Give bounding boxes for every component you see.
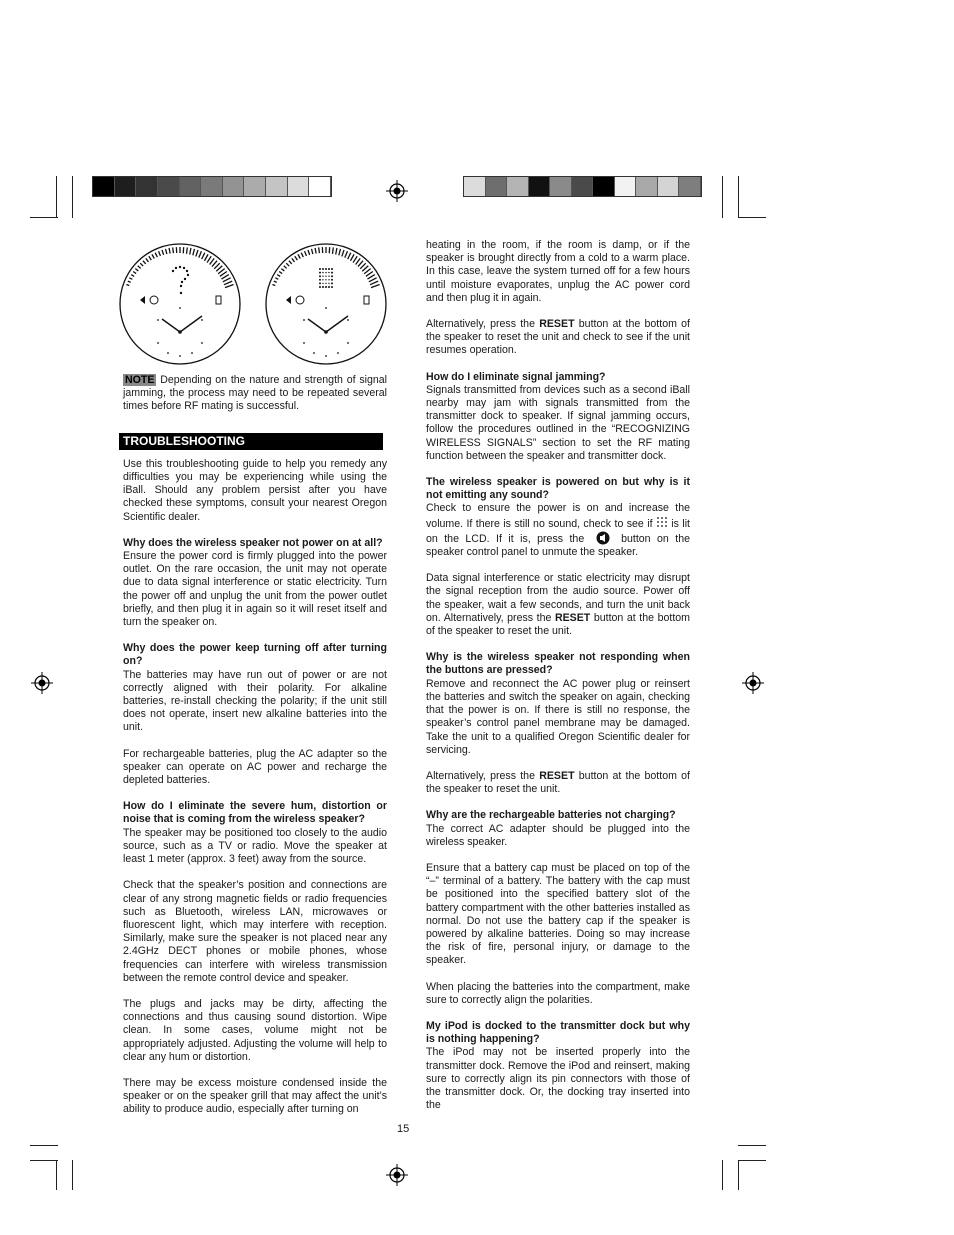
volume-tick — [186, 247, 187, 253]
volume-tick — [173, 247, 174, 253]
qa-item: How do I eliminate signal jamming? Signals transmitted from devices such as a second iBall nearby may jam with signals transmitted from the transmitter dock to speaker. If signal jamming occurs, follow the procedures outlined in the “RECOGNIZING WIRELESS SIGNALS” section to set the RF mating function between the speaker and transmitter dock. — [426, 370, 690, 462]
color-swatch — [158, 177, 180, 196]
qa-item — [123, 800, 387, 866]
volume-tick — [319, 247, 320, 253]
color-swatch — [464, 177, 486, 196]
volume-tick — [193, 249, 195, 255]
grid-dot — [328, 286, 330, 288]
registration-mark-right — [742, 672, 764, 694]
volume-tick — [345, 251, 348, 257]
volume-tick — [342, 250, 344, 256]
volume-tick — [279, 272, 282, 274]
left-column — [123, 374, 387, 1130]
volume-tick — [312, 249, 313, 254]
grid-dot — [325, 286, 327, 288]
registration-mark-top — [386, 180, 408, 202]
volume-tick — [369, 278, 377, 282]
color-swatch — [615, 177, 637, 196]
volume-tick — [332, 247, 333, 253]
paragraph: Data signal interference or static electricity may disrupt the signal reception from the audio source. Power off the speaker, wait a few seconds, and turn the unit back on. Alternatively, press the RESET button at the bottom of the speaker to reset the unit. — [426, 572, 690, 638]
volume-tick — [199, 251, 202, 257]
speaker-icon — [286, 296, 291, 304]
volume-tick — [336, 248, 337, 254]
grid-dot — [322, 276, 323, 277]
section-intro: Use this troubleshooting guide to help you remedy any difficulties you may be experiencing while using the iBall. Should any problem persist after you have checked these symptoms, consult your nearest Oregon Scientific dealer. — [123, 457, 387, 523]
mute-button-icon — [595, 531, 611, 545]
paragraph — [123, 879, 387, 985]
mute-grid-icon — [656, 516, 668, 529]
color-swatch — [593, 177, 615, 196]
color-swatch — [572, 177, 594, 196]
question: Why does the wireless speaker not power on at all? — [123, 536, 383, 549]
volume-tick — [281, 269, 284, 271]
paragraph: heating in the room, if the room is damp, or if the speaker is brought directly from a cold to a warm place. In this case, leave the system turned off for a few hours until moisture evaporates, unplug the AC power cord and then plug it in again. — [426, 239, 690, 304]
volume-tick — [371, 285, 380, 288]
paragraph — [123, 748, 387, 788]
volume-tick — [126, 285, 129, 286]
volume-tick — [308, 250, 310, 255]
volume-tick — [272, 285, 275, 286]
volume-tick — [298, 254, 300, 258]
answer: The batteries may have run out of power or are not correctly aligned with their polarity. For alkaline batteries, re-install checking the polarity; if the unit still does not operate, insert new alkaline batteries into the unit. — [123, 668, 387, 734]
grid-dot — [322, 283, 323, 284]
grid-dot — [319, 272, 321, 274]
grid-dot — [325, 279, 326, 280]
paragraph: When placing the batteries into the compartment, make sure to correctly align the polarities. — [426, 980, 690, 1006]
grid-dot — [322, 268, 324, 270]
volume-tick — [212, 261, 217, 267]
note-paragraph: NOTE Depending on the nature and strength of signal jamming, the process may need to be repeated several times before RF mating is successful. — [123, 374, 387, 413]
color-swatch — [115, 177, 137, 196]
volume-tick — [162, 250, 164, 255]
qa-item: My iPod is docked to the transmitter dock but why is nothing happening? The iPod may not be inserted properly into the transmitter dock. Remove the iPod and reinsert, making sure to correctly align its pin connectors with those of the transmitter dock. Or, the docking tray inserted into the — [426, 1019, 690, 1112]
color-swatch — [636, 177, 658, 196]
grid-dot — [328, 283, 329, 284]
registration-mark-left — [31, 672, 53, 694]
qa-item — [123, 642, 387, 734]
grid-dot — [322, 272, 323, 273]
grid-dot — [325, 272, 326, 273]
right-color-bar — [463, 176, 702, 197]
grid-dot — [328, 276, 329, 277]
paragraph — [123, 998, 387, 1064]
speaker-icon — [140, 296, 145, 304]
color-swatch — [550, 177, 572, 196]
volume-tick — [204, 254, 208, 260]
grid-dot — [331, 279, 333, 281]
grid-dot — [319, 268, 321, 270]
volume-tick — [295, 256, 298, 260]
note-label: NOTE — [125, 374, 155, 386]
question: Why are the rechargeable batteries not charging? — [426, 809, 676, 822]
volume-tick — [274, 281, 277, 282]
color-swatch — [244, 177, 266, 196]
battery-icon — [216, 296, 221, 304]
volume-tick — [207, 256, 211, 262]
volume-tick — [135, 269, 138, 271]
clock-hands — [162, 316, 202, 332]
volume-tick — [350, 254, 354, 260]
right-column — [426, 239, 690, 1125]
color-swatch — [288, 177, 310, 196]
color-swatch — [658, 177, 680, 196]
volume-tick — [210, 258, 215, 264]
answer: Check that the speaker’s position and connections are clear of any strong magnetic fields or radio frequencies such as Bluetooth, wireless LAN, microwaves or fluorescent light, which may interfere with reception. Similarly, make sure the speaker is not placed near any 2.4GHz DECT phones or mobile phones, whose frequencies can interfere with wireless transmission between the remote control device and speaker. — [123, 879, 387, 984]
volume-tick — [138, 266, 141, 269]
volume-tick — [358, 261, 363, 267]
volume-tick — [353, 256, 357, 262]
volume-tick — [131, 275, 134, 277]
paragraph: Ensure that a battery cap must be placed on top of the “–” terminal of a battery. The battery with the cap must be positioned into the specified battery slot of the battery compartment with the other batteries installed as normal. Do not use the battery cap if the speaker is powered by alkaline batteries. Doing so may increase the risk of fire, personal injury, or damage to the speaker. — [426, 861, 690, 967]
grid-dot — [331, 268, 333, 270]
question: My iPod is docked to the transmitter dock but why is nothing happening? — [426, 1019, 690, 1046]
grid-dot-matrix-icon — [319, 268, 333, 288]
volume-tick — [277, 275, 280, 277]
color-swatch — [266, 177, 288, 196]
color-swatch — [201, 177, 223, 196]
volume-tick — [129, 278, 132, 280]
grid-dot — [325, 276, 326, 277]
grid-dot — [319, 275, 321, 277]
color-swatch — [679, 177, 701, 196]
answer: For rechargeable batteries, plug the AC adapter so the speaker can operate on AC power and recharge the depleted batteries. — [123, 747, 387, 787]
grid-dot — [325, 283, 326, 284]
volume-tick — [348, 253, 351, 259]
question: Why does the power keep turning off after turning on? — [123, 642, 387, 668]
volume-tick — [159, 251, 161, 256]
volume-tick — [133, 272, 136, 274]
grid-dot — [319, 286, 321, 288]
qa-item: Why are the rechargeable batteries not charging? The correct AC adapter should be plugged into the wireless speaker. — [426, 809, 690, 848]
qa-item: Why is the wireless speaker not responding when the buttons are pressed? Remove and reconnect the AC power plug or reinsert the batteries and switch the speaker on again, checking that the power is on. If there is still no response, the speaker’s control panel membrane may be damaged. Take the unit to a qualified Oregon Scientific dealer for servicing. — [426, 651, 690, 756]
grid-dot — [328, 279, 329, 280]
volume-tick — [202, 253, 205, 259]
volume-tick — [128, 281, 131, 282]
volume-tick — [169, 248, 170, 253]
grid-dot — [331, 275, 333, 277]
paragraph — [123, 1077, 387, 1117]
grid-dot — [322, 286, 324, 288]
qa-item — [123, 537, 387, 629]
color-swatch — [529, 177, 551, 196]
color-swatch — [180, 177, 202, 196]
section-heading: TROUBLESHOOTING — [119, 433, 383, 450]
qa-item: The wireless speaker is powered on but why is it not emitting any sound? Check to ensure the power is on and increase the volume. If there is still no sound, check to see if is lit on the LCD. If it is, press the button on the speaker control panel to unmute the speaker. — [426, 476, 690, 559]
color-swatch — [93, 177, 115, 196]
volume-tick — [190, 248, 191, 254]
volume-tick — [292, 258, 295, 262]
volume-tick — [284, 266, 287, 269]
answer: Ensure the power cord is firmly plugged into the power outlet. On the rare occasion, the unit may not operate due to data signal interference or static electricity. Turn the power off and unplug the unit from the power outlet briefly, and then plug it in again so it will reset itself and turn the speaker on. — [123, 550, 387, 629]
question: Why is the wireless speaker not responding when the buttons are pressed? — [426, 651, 690, 677]
volume-tick — [149, 256, 152, 260]
color-swatch — [223, 177, 245, 196]
clock-hands — [308, 316, 348, 332]
registration-mark-bottom — [386, 1164, 408, 1186]
grid-dot — [325, 268, 327, 270]
battery-icon — [364, 296, 369, 304]
volume-tick — [155, 253, 157, 257]
page-number: 15 — [397, 1123, 410, 1135]
volume-tick — [370, 281, 378, 285]
volume-tick — [143, 261, 146, 264]
volume-tick — [315, 248, 316, 253]
answer: The plugs and jacks may be dirty, affecting the connections and thus causing sound distortion. Wipe clean. In some cases, volume might not be appropriately adjusted. Adjusting the volume will help to clear any hum or distortion. — [123, 997, 387, 1063]
left-color-bar — [92, 176, 332, 197]
grid-dot — [331, 286, 333, 288]
grid-dot — [328, 268, 330, 270]
volume-tick — [301, 253, 303, 257]
answer: The speaker may be positioned too closely to the audio source, such as a TV or radio. Move the speaker at least 1 meter (approx. 3 feet) away from the source. — [123, 826, 387, 866]
volume-tick — [152, 254, 154, 258]
volume-tick — [223, 278, 231, 282]
question: How do I eliminate the severe hum, distortion or noise that is coming from the wireless speaker? — [123, 800, 387, 826]
question: How do I eliminate signal jamming? — [426, 370, 606, 383]
volume-tick — [275, 278, 278, 280]
paragraph: Alternatively, press the RESET button at the bottom of the speaker to reset the unit. — [426, 769, 690, 796]
grid-dot — [319, 279, 321, 281]
volume-tick — [146, 258, 149, 262]
volume-tick — [224, 281, 232, 285]
color-swatch — [309, 177, 331, 196]
color-swatch — [486, 177, 508, 196]
lcd-display-question-figure — [118, 242, 242, 366]
left-qa-list — [123, 537, 387, 1117]
volume-tick — [225, 285, 234, 288]
volume-tick — [289, 261, 292, 264]
lcd-display-grid-figure — [264, 242, 388, 366]
volume-scale-ticks — [272, 247, 379, 288]
question: The wireless speaker is powered on but why is it not emitting any sound? — [426, 476, 690, 502]
grid-dot — [328, 272, 329, 273]
color-swatch — [136, 177, 158, 196]
alarm-icon — [296, 296, 304, 304]
alarm-icon — [150, 296, 158, 304]
volume-tick — [166, 249, 167, 254]
grid-dot — [331, 272, 333, 274]
paragraph: Alternatively, press the RESET button at the bottom of the speaker to reset the unit and check to see if the unit resumes operation. — [426, 318, 690, 357]
grid-dot — [322, 279, 323, 280]
color-swatch — [507, 177, 529, 196]
volume-tick — [196, 250, 198, 256]
volume-tick — [286, 263, 289, 266]
volume-tick — [140, 263, 143, 266]
grid-dot — [319, 282, 321, 284]
answer: There may be excess moisture condensed inside the speaker or on the speaker grill that may affect the unit’s ability to produce audio, especially after turning on — [123, 1076, 387, 1116]
volume-tick — [339, 249, 341, 255]
grid-dot — [331, 282, 333, 284]
question-mark-dot-matrix-icon — [172, 266, 189, 294]
volume-tick — [305, 251, 307, 256]
volume-tick — [356, 258, 361, 264]
